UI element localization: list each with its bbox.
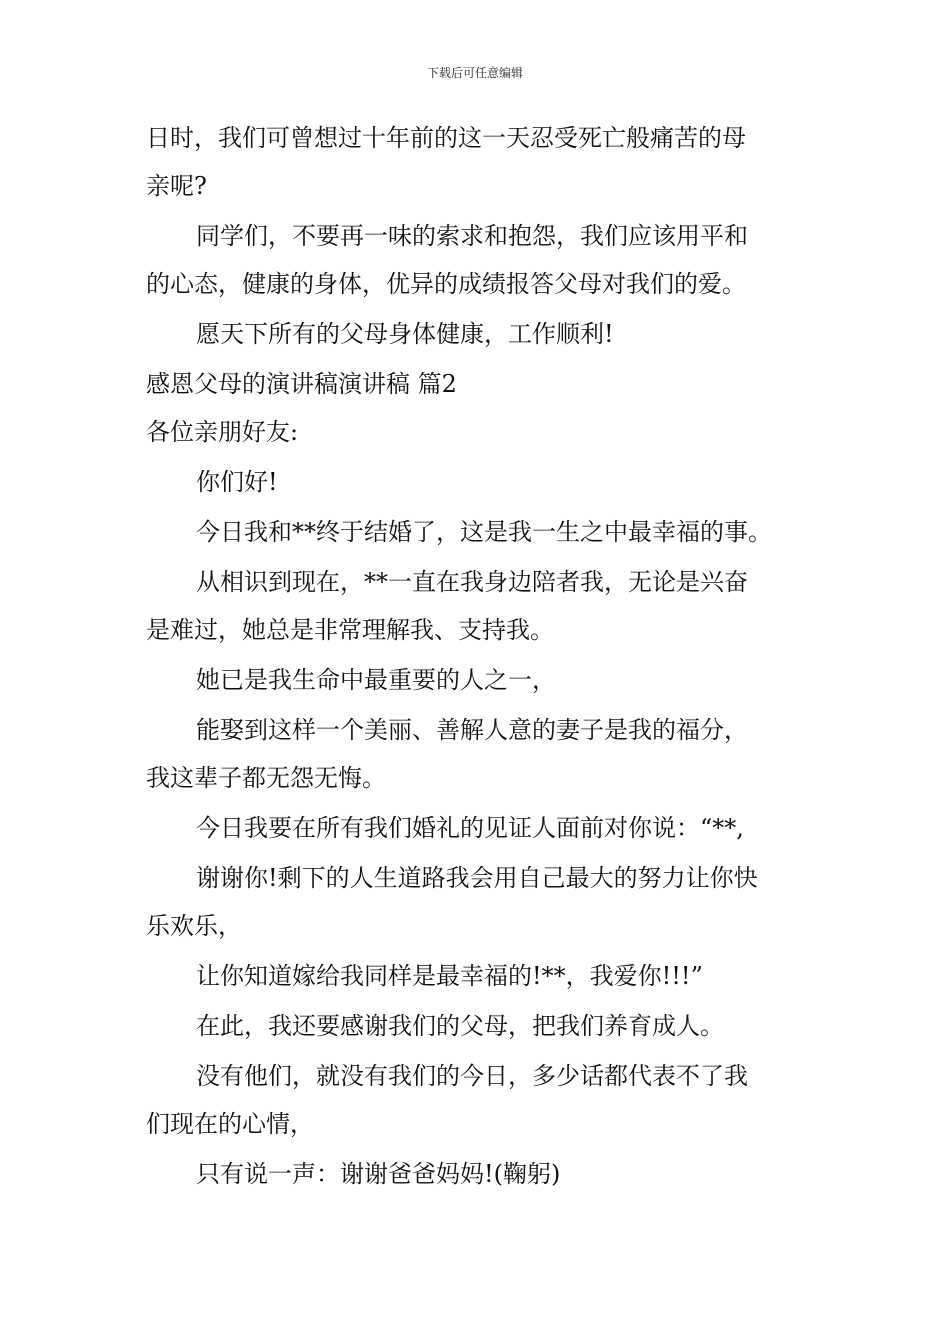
text-line: 在此，我还要感谢我们的父母，把我们养育成人。 — [196, 1012, 724, 1040]
text-line: 没有他们，就没有我们的今日，多少话都代表不了我 — [196, 1062, 748, 1090]
text-line: 的心态，健康的身体，优异的成绩报答父母对我们的爱。 — [146, 270, 746, 298]
text-line: 们现在的心情， — [146, 1110, 314, 1138]
section-heading: 感恩父母的演讲稿演讲稿 篇2 — [146, 370, 457, 398]
text-line: 是难过，她总是非常理解我、支持我。 — [146, 616, 554, 644]
text-line: 从相识到现在，**一直在我身边陪者我，无论是兴奋 — [196, 568, 748, 596]
text-line: 同学们，不要再一味的索求和抱怨，我们应该用平和 — [196, 222, 748, 250]
text-line: 亲呢? — [146, 172, 207, 200]
text-line: 乐欢乐， — [146, 912, 242, 940]
text-line: 只有说一声：谢谢爸爸妈妈!(鞠躬) — [196, 1160, 561, 1188]
text-line: 我这辈子都无怨无悔。 — [146, 764, 386, 792]
page-header-note: 下载后可任意编辑 — [426, 66, 523, 80]
text-line: 能娶到这样一个美丽、善解人意的妻子是我的福分， — [196, 716, 748, 744]
salutation: 各位亲朋好友: — [146, 418, 299, 446]
document-body — [146, 126, 810, 1186]
text-line: 她已是我生命中最重要的人之一， — [196, 666, 556, 694]
text-line: 日时，我们可曾想过十年前的这一天忍受死亡般痛苦的母 — [146, 124, 746, 152]
text-line: 今日我要在所有我们婚礼的见证人面前对你说：“**, — [196, 814, 744, 842]
text-line: 谢谢你!剩下的人生道路我会用自己最大的努力让你快 — [196, 864, 758, 892]
text-line: 你们好! — [196, 468, 278, 496]
text-line: 让你知道嫁给我同样是最幸福的!**，我爱你!!!” — [196, 962, 703, 990]
text-line: 今日我和**终于结婚了，这是我一生之中最幸福的事。 — [196, 518, 772, 546]
text-line: 愿天下所有的父母身体健康，工作顺利! — [196, 320, 614, 348]
